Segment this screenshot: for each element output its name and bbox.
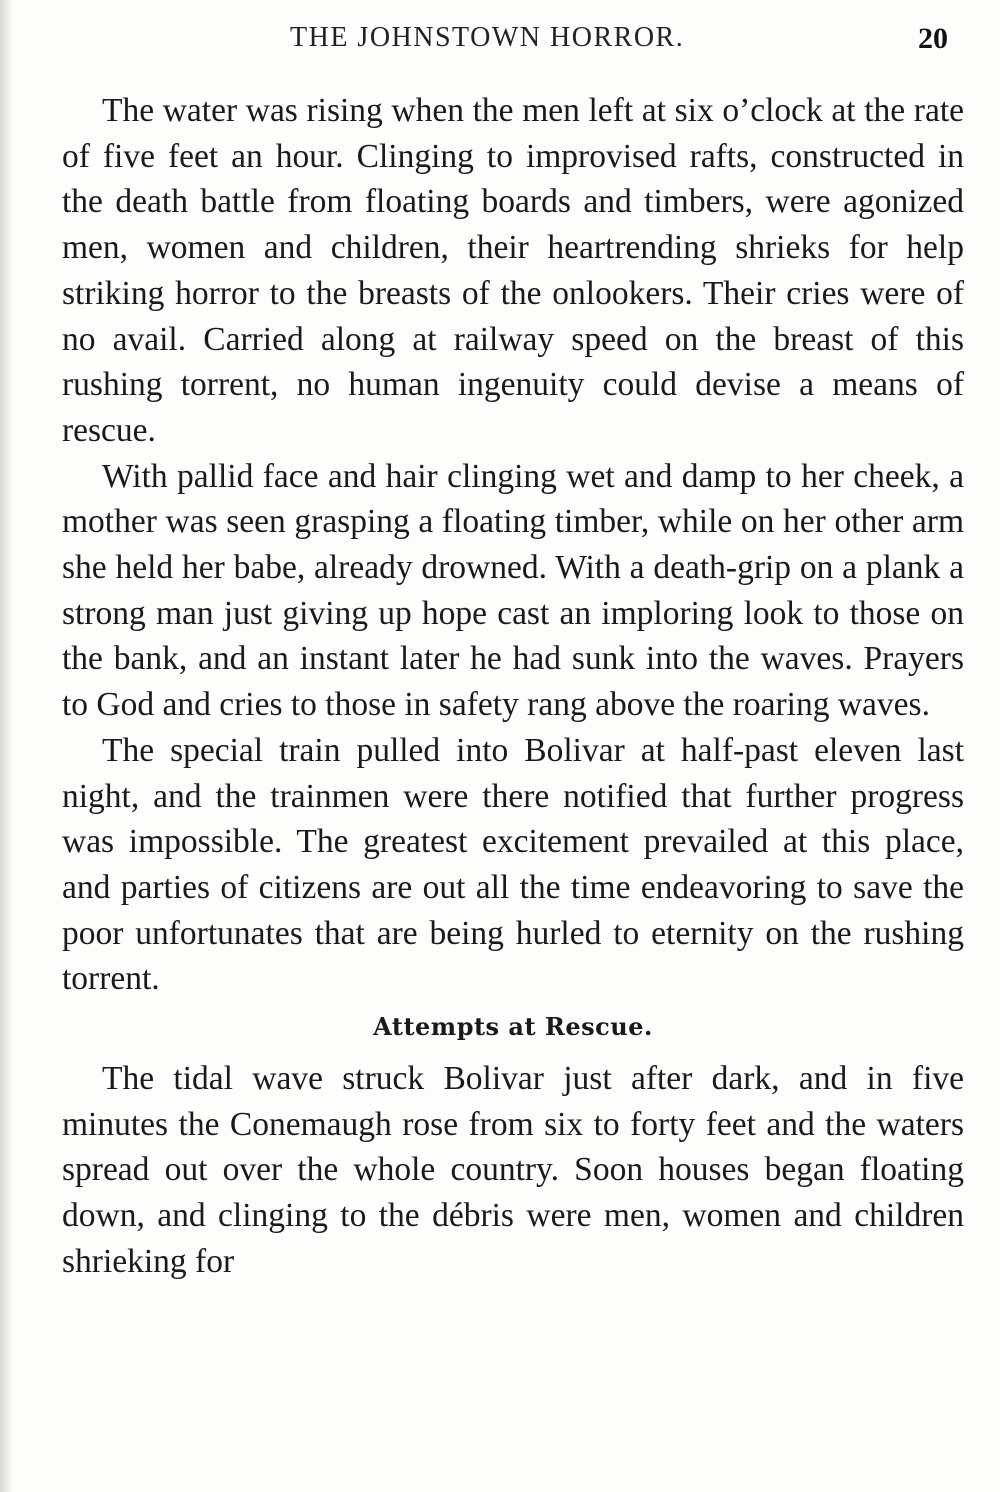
running-header [0, 20, 1000, 60]
paragraph-water-rising: The water was rising when the men left at six o’clock at the rate of five feet an hour. Clinging to improvised rafts, constructed in the death battle from floating boards and timbers, were agonized men, women and children, their heartrending shrieks for help striking horror to the breasts of the onlookers. Their cries were of no avail. Carried along at railway speed on the breast of this rushing torrent, no human ingenuity could devise a means of rescue. [62, 92, 964, 449]
running-title: THE JOHNSTOWN HORROR. [290, 22, 685, 53]
section-heading: Attempts at Rescue. [373, 1012, 653, 1042]
paragraph-mother-and-babe: With pallid face and hair clinging wet and damp to her cheek, a mother was seen grasping a floating timber, while on her other arm she held her babe, already drowned. With a death-grip on a plank a strong man just giving up hope cast an imploring look to those on the bank, and an instant later he had sunk into the waves. Prayers to God and cries to those in safety rang above the roaring waves. [62, 457, 964, 724]
paragraph-special-train: The special train pulled into Bolivar at half-past eleven last night, and the trainmen were there notified that further progress was impossible. The greatest excitement prevailed at this place, and parties of citizens are out all the time endeavoring to save the poor unfortunates that are being hurled to eternity on the rushing torrent. [62, 731, 964, 998]
page-gutter-shadow [0, 0, 14, 1492]
paragraph-tidal-wave: The tidal wave struck Bolivar just after dark, and in five minutes the Conemaugh rose from six to forty feet and the waters spread out over the whole country. Soon houses began floating down, and clinging to the débris were men, women and children shrieking for [62, 1060, 964, 1280]
body-text [62, 88, 964, 1285]
page-number: 20 [918, 22, 948, 55]
